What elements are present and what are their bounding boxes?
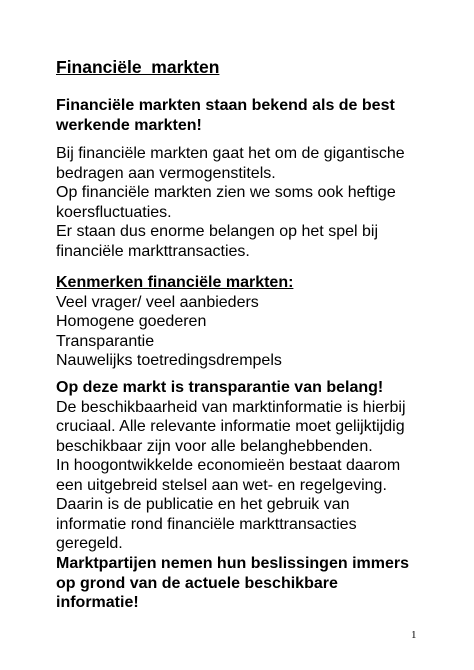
closing-line: op grond van de actuele beschikbare	[56, 574, 338, 592]
transparency-heading: Op deze markt is transparantie van belang!	[56, 379, 384, 396]
transparency-line: cruciaal. Alle relevante informatie moet gelijktijdig	[56, 418, 405, 435]
intro-line: bedragen aan vermogenstitels.	[56, 164, 276, 182]
characteristics-item: Veel vrager/ veel aanbieders	[56, 293, 259, 311]
intro-line: koersfluctuaties.	[56, 203, 172, 221]
transparency-line: De beschikbaarheid van marktinformatie is hierbij	[56, 398, 406, 416]
intro-line: Bij financiële markten gaat het om de gigantische	[56, 145, 405, 162]
page-title: Financiële markten	[56, 57, 220, 77]
intro-line: Op financiële markten zien we soms ook heftige	[56, 184, 396, 201]
transparency-line: informatie rond financiële markttransacties	[56, 515, 357, 533]
page-number: 1	[411, 629, 417, 641]
characteristics-heading: Kenmerken financiële markten:	[56, 274, 294, 291]
transparency-line: Daarin is de publicatie en het gebruik van	[56, 496, 350, 513]
intro-heading-line: werkende markten!	[56, 116, 202, 134]
transparency-line: In hoogontwikkelde economieën bestaat daarom	[56, 457, 401, 474]
closing-line: Marktpartijen nemen hun beslissingen immers	[56, 555, 409, 572]
intro-heading	[56, 96, 436, 135]
characteristics-item: Nauwelijks toetredingsdrempels	[56, 352, 282, 369]
transparency-line: beschikbaar zijn voor alle belanghebbenden.	[56, 437, 373, 455]
transparency-section	[56, 378, 436, 554]
characteristics-section	[56, 273, 436, 371]
intro-line: financiële markttransacties.	[56, 242, 250, 260]
intro-line: Er staan dus enorme belangen op het spel bij	[56, 223, 378, 240]
characteristics-item: Transparantie	[56, 332, 155, 350]
transparency-line: geregeld.	[56, 535, 123, 552]
characteristics-item: Homogene goederen	[56, 313, 207, 330]
closing-line: informatie!	[56, 594, 139, 611]
closing-heading	[56, 554, 436, 613]
intro-heading-line: Financiële markten staan bekend als de best	[56, 97, 395, 114]
transparency-line: een uitgebreid stelsel aan wet- en regelgeving.	[56, 476, 387, 494]
intro-paragraph	[56, 144, 436, 261]
